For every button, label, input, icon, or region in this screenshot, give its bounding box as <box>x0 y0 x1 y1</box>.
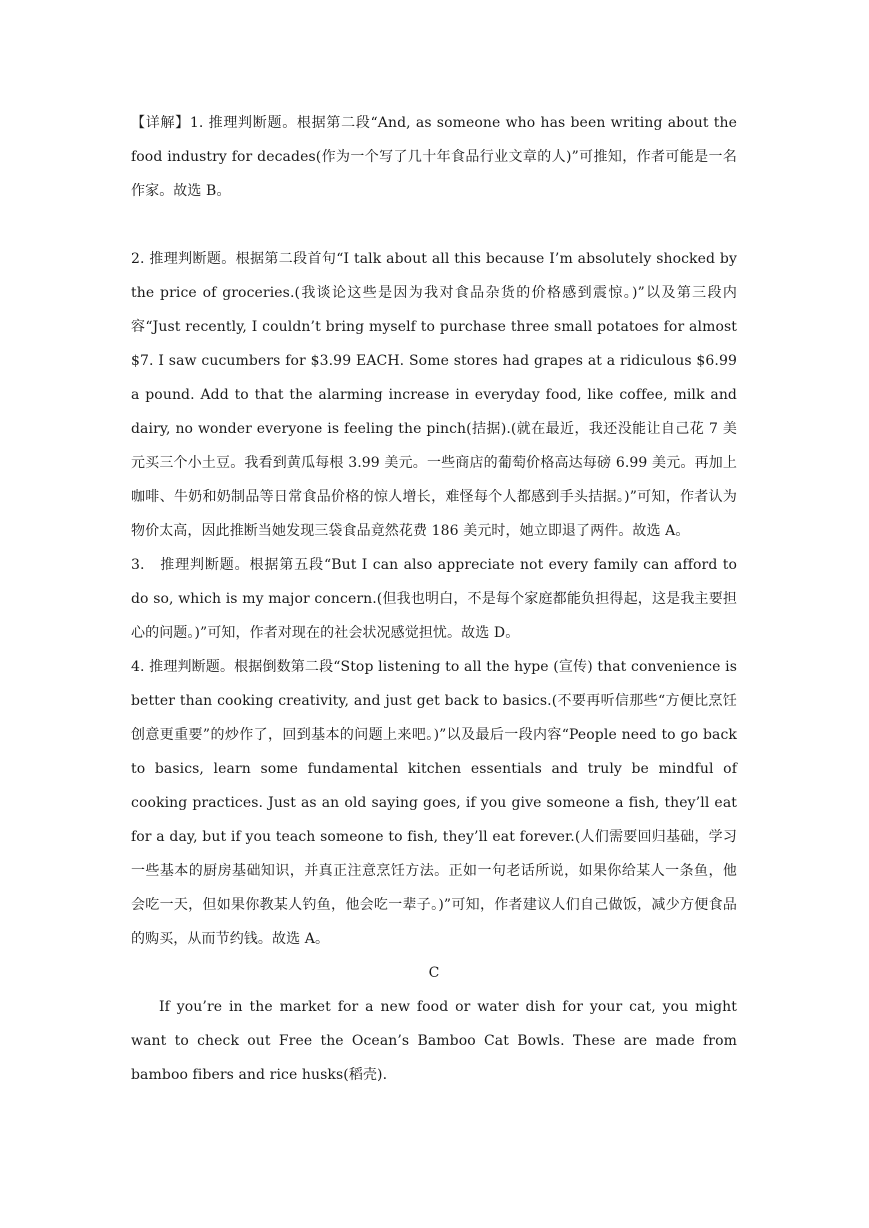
paragraph-gap <box>131 208 737 242</box>
answer-explanation-2: 2. 推理判断题。根据第二段首句“I talk about all this because I’m absolutely shocked by the price of groceries.(我谈论这些是因为我对食品杂货的价格感到震惊。)”以及第三段内容“Just recently, I couldn’t bring myself to purchase three small potatoes for almost $7. I saw cucumbers for $3.99 EACH. Some stores had grapes at a ridiculous $6.99 a pound. Add to that the alarming increase in everyday food, like coffee, milk and dairy, no wonder everyone is feeling the pinch(拮据).(就在最近，我还没能让自己花 7 美元买三个小土豆。我看到黄瓜每根 3.99 美元。一些商店的葡萄价格高达每磅 6.99 美元。再加上咖啡、牛奶和奶制品等日常食品价格的惊人增长，难怪每个人都感到手头拮据。)”可知，作者认为物价太高，因此推断当她发现三袋食品竟然花费 186 美元时，她立即退了两件。故选 A。 <box>131 251 737 539</box>
answer-explanation-1: 【详解】1. 推理判断题。根据第二段“And, as someone who has been writing about the food industry for decades(作为一个写了几十年食品行业文章的人)”可推知，作者可能是一名作家。故选 B。 <box>131 115 737 199</box>
document-page <box>131 106 737 1092</box>
passage-c-paragraph-1: If you’re in the market for a new food or water dish for your cat, you might want to check out Free the Ocean’s Bamboo Cat Bowls. These are made from bamboo fibers and rice husks(稻壳). <box>131 999 737 1083</box>
section-heading: C <box>428 965 440 981</box>
answer-explanation-4: 4. 推理判断题。根据倒数第二段“Stop listening to all the hype (宣传) that convenience is better than cooking creativity, and just get back to basics.(不要再听信那些“方便比烹饪创意更重要”的炒作了，回到基本的问题上来吧。)”以及最后一段内容“People need to go back to basics, learn some fundamental kitchen essentials and truly be mindful of cooking practices. Just as an old saying goes, if you give someone a fish, they’ll eat for a day, but if you teach someone to fish, they’ll eat forever.(人们需要回归基础，学习一些基本的厨房基础知识，并真正注意烹饪方法。正如一句老话所说，如果你给某人一条鱼，他会吃一天，但如果你教某人钓鱼，他会吃一辈子。)”可知，作者建议人们自己做饭，减少方便食品的购买，从而节约钱。故选 A。 <box>131 659 737 947</box>
answer-explanation-3: 3. 推理判断题。根据第五段“But I can also appreciate not every family can afford to do so, which is my major concern.(但我也明白，不是每个家庭都能负担得起，这是我主要担心的问题。)”可知，作者对现在的社会状况感觉担忧。故选 D。 <box>131 557 737 641</box>
